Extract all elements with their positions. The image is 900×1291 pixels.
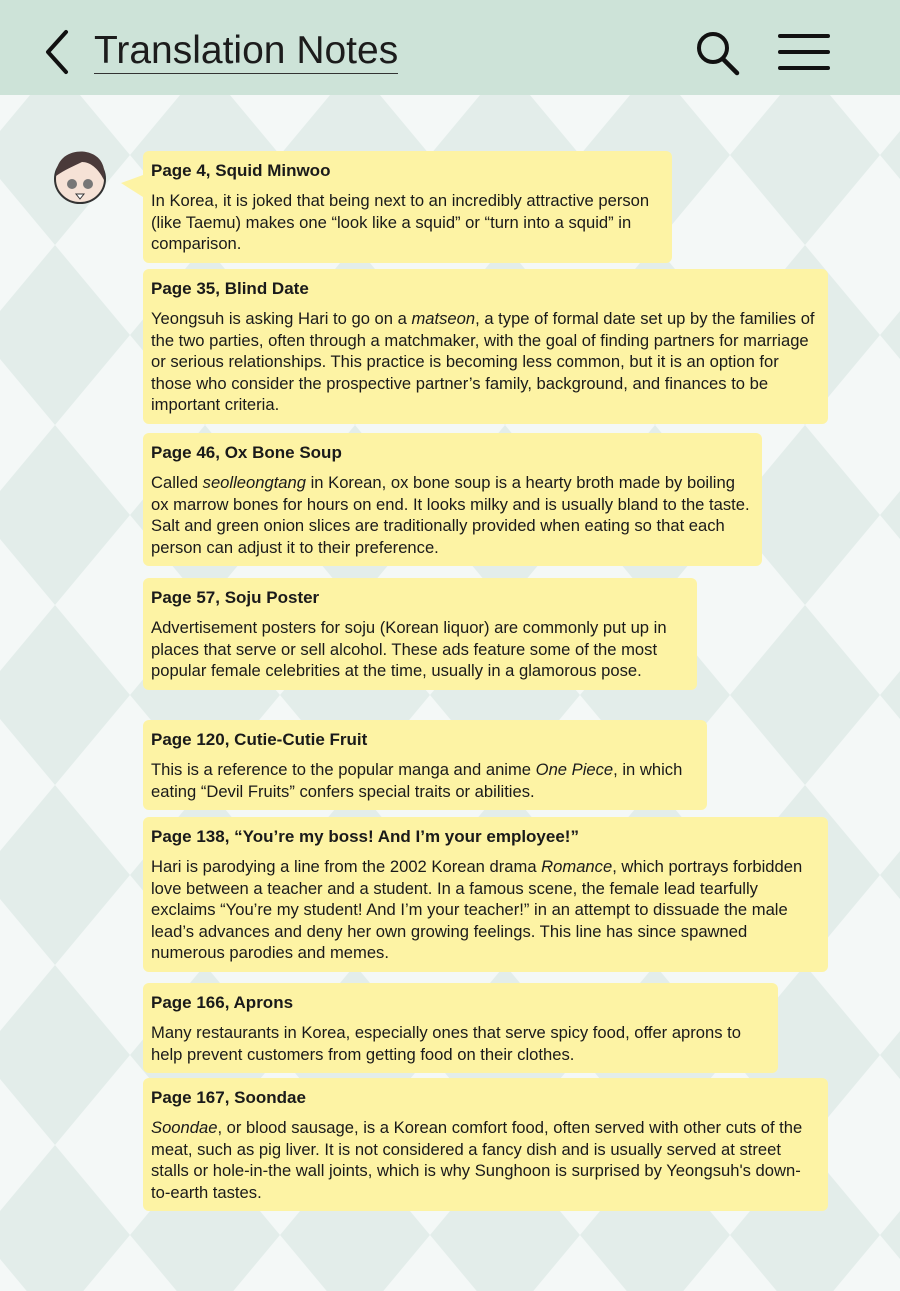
note-text: , a type of formal date set up by the families of the two parties, often through a matchmaker, with the goal of finding partners for marriage or serious relationships. This practice is becoming less common, but it is an option for those who consider the prospective partner’s family, background, and finances to be important criteria. <box>151 309 815 414</box>
note-body <box>151 472 754 558</box>
note-text: , or blood sausage, is a Korean comfort food, often served with other cuts of the meat, such as pig liver. It is not considered a fancy dish and is usually served at street stalls or hole-in-the wall joints, which is why Sunghoon is surprised by Yeongsuh's down-to-earth tastes. <box>151 1118 803 1202</box>
note-text: in Korean, ox bone soup is a hearty broth made by boiling ox marrow bones for hours on end. It looks milky and is usually bland to the taste. Salt and green onion slices are traditionally provided when eating so that each person can adjust it to their preference. <box>151 473 750 557</box>
search-button[interactable] <box>694 30 740 76</box>
translator-avatar <box>46 148 112 208</box>
note-text: This is a reference to the popular manga and anime <box>151 760 536 779</box>
speech-tail <box>121 175 143 197</box>
note-text: , in which eating “Devil Fruits” confers special traits or abilities. <box>151 760 683 801</box>
note-text: Yeongsuh is asking Hari to go on a <box>151 309 412 328</box>
note-text: In Korea, it is joked that being next to an incredibly attractive person (like Taemu) makes one “look like a squid” or “turn into a squid” in comparison. <box>151 191 650 253</box>
note-text: Hari is parodying a line from the 2002 Korean drama <box>151 857 542 876</box>
note-bubble <box>143 433 762 566</box>
note-bubble <box>143 1078 828 1211</box>
note-text: Called <box>151 473 203 492</box>
menu-button[interactable] <box>778 32 830 72</box>
note-bubble <box>143 151 672 263</box>
note-body <box>151 308 820 416</box>
italic-term: Soondae <box>151 1118 218 1137</box>
italic-term: One Piece <box>535 760 614 779</box>
italic-term: matseon <box>411 309 476 328</box>
note-title: Page 167, Soondae <box>151 1088 306 1107</box>
note-body <box>151 1022 770 1065</box>
note-bubble <box>143 817 828 972</box>
note-bubble <box>143 983 778 1073</box>
note-bubble <box>143 578 697 690</box>
note-body <box>151 759 699 802</box>
note-body <box>151 190 664 255</box>
note-title: Page 166, Aprons <box>151 993 294 1012</box>
note-bubble <box>143 720 707 810</box>
note-body <box>151 617 689 682</box>
note-title: Page 46, Ox Bone Soup <box>151 443 342 462</box>
note-bubble <box>143 269 828 424</box>
page-title: Translation Notes <box>94 29 399 72</box>
note-text: Many restaurants in Korea, especially ones that serve spicy food, offer aprons to help prevent customers from getting food on their clothes. <box>151 1023 742 1064</box>
back-button[interactable] <box>40 28 76 76</box>
note-body <box>151 856 820 964</box>
note-body <box>151 1117 820 1203</box>
italic-term: seolleongtang <box>202 473 306 492</box>
note-text: , which portrays forbidden love between a teacher and a student. In a famous scene, the female lead tearfully exclaims “You’re my student! And I’m your teacher!” in an attempt to dissuade the male lead’s advances and deny her own growing feelings. This line has since spawned numerous parodies and memes. <box>151 857 803 962</box>
note-title: Page 4, Squid Minwoo <box>151 161 331 180</box>
note-title: Page 120, Cutie-Cutie Fruit <box>151 730 368 749</box>
note-text: Advertisement posters for soju (Korean liquor) are commonly put up in places that serve or sell alcohol. These ads feature some of the most popular female celebrities at the time, usually in a glamorous pose. <box>151 618 667 680</box>
note-title: Page 57, Soju Poster <box>151 588 320 607</box>
search-icon <box>694 30 740 76</box>
top-bar <box>0 0 900 95</box>
italic-term: Romance <box>541 857 613 876</box>
note-title: Page 138, “You’re my boss! And I’m your employee!” <box>151 827 579 846</box>
note-title: Page 35, Blind Date <box>151 279 309 298</box>
hamburger-menu-icon <box>778 32 830 72</box>
chevron-left-icon <box>40 28 76 76</box>
